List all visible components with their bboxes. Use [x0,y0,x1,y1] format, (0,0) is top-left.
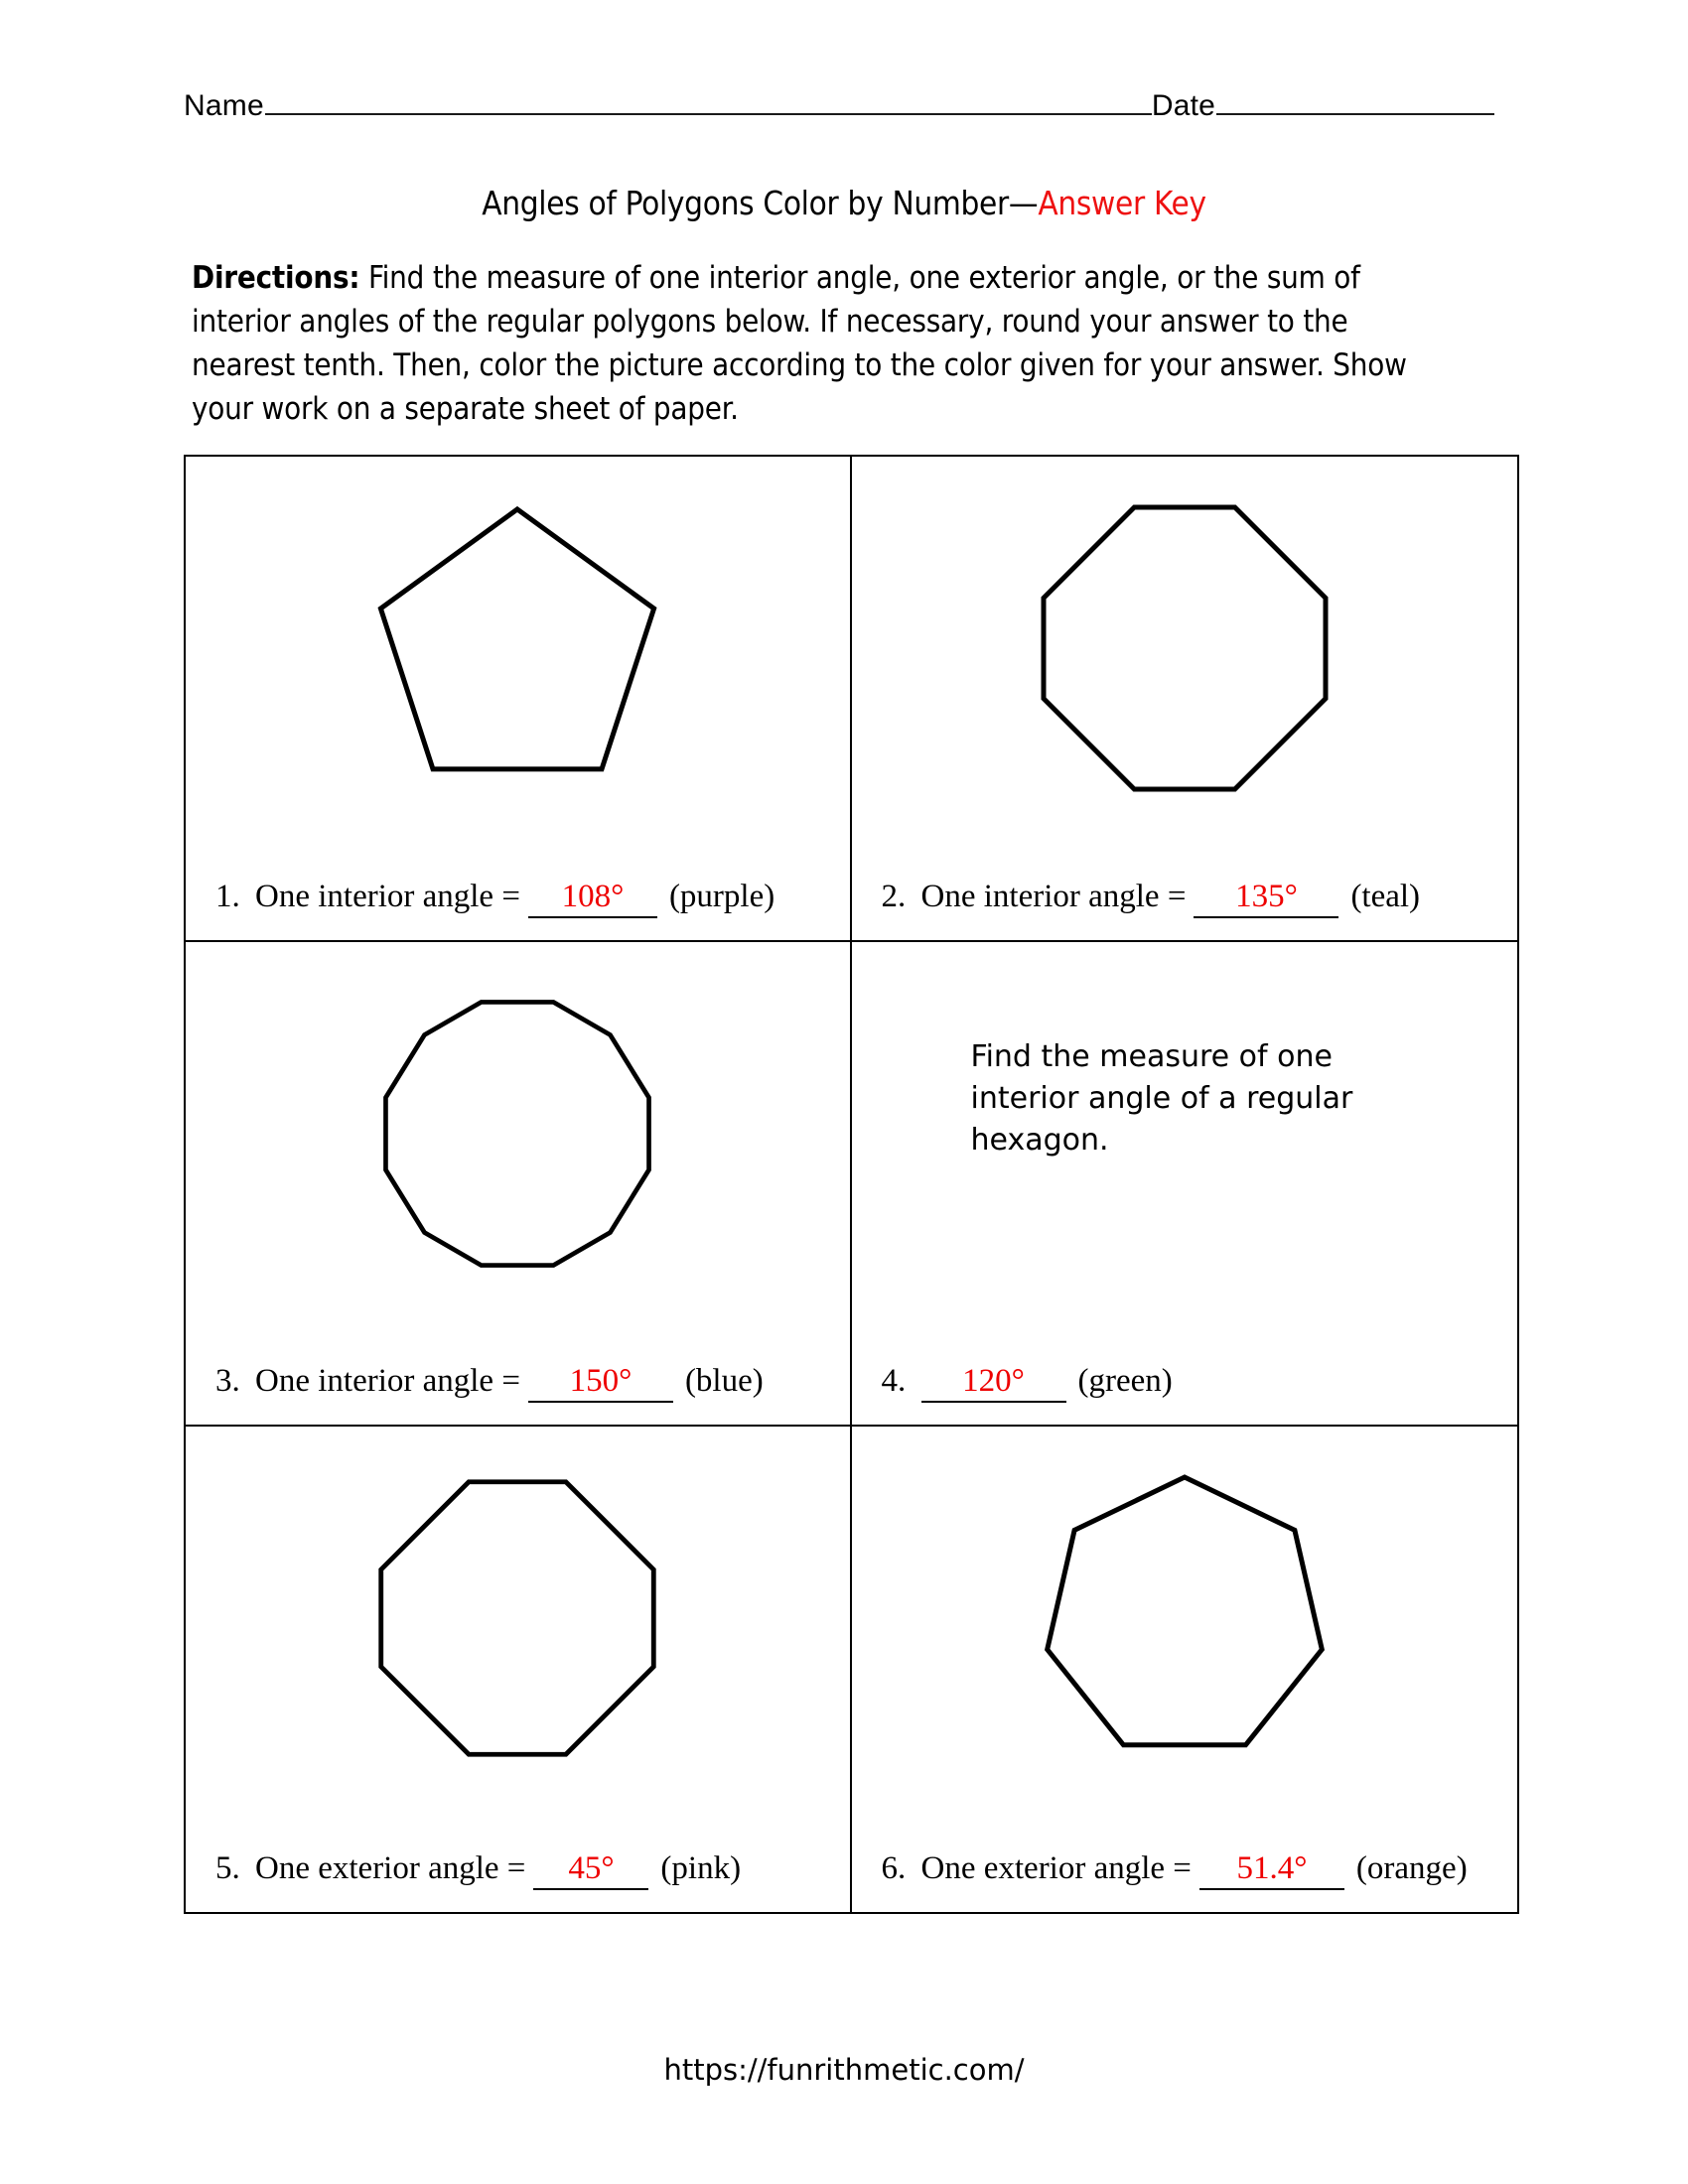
color-label-1: (purple) [668,878,775,914]
page-title [0,184,1688,222]
answer-blank-6[interactable]: 51.4° [1199,1850,1344,1890]
problems-table [184,455,1519,1914]
question-text-5: One exterior angle = [255,1849,526,1886]
answer-blank-2[interactable]: 135° [1194,879,1338,918]
question-text-3: One interior angle = [255,1363,520,1400]
problem-cell-6 [852,1427,1518,1912]
name-date-header [184,89,1494,123]
title-answer-key: Answer Key [1038,184,1206,222]
name-label: Name [184,89,264,122]
color-label-2: (teal) [1350,878,1421,914]
problem-cell-3 [186,942,852,1428]
answer-row-5 [204,1850,844,1890]
name-blank-line[interactable] [265,89,1152,115]
problem-cell-1 [186,457,852,942]
answer-blank-4[interactable]: 120° [921,1363,1066,1403]
answer-blank-1[interactable]: 108° [528,879,657,918]
dodecagon-shape [186,950,850,1317]
answer-row-6 [870,1850,1512,1890]
color-label-4: (green) [1077,1363,1173,1400]
octagon-shape [852,465,1518,832]
answer-row-1 [204,879,844,918]
question-text-6: One exterior angle = [920,1849,1192,1886]
octagon-shape-2 [186,1434,850,1802]
directions-body: Find the measure of one interior angle, one exterior angle, or the sum of interior angles of the regular polygons below. If necessary, round your answer to the nearest tenth. Then, color the picture according to the color given for your answer. Show your work on a separate sheet of paper. [192,260,1407,427]
answer-blank-5[interactable]: 45° [533,1850,648,1890]
directions-label: Directions: [192,260,360,296]
question-number-2: 2. [881,878,907,914]
question-number-4: 4. [881,1363,907,1400]
problem-cell-2 [852,457,1518,942]
answer-row-4 [870,1363,1512,1403]
question-number-6: 6. [881,1849,907,1886]
date-blank-line[interactable] [1216,89,1494,115]
question-number-5: 5. [215,1849,240,1886]
footer-url[interactable]: https://funrithmetic.com/ [663,2053,1025,2087]
answer-row-3 [204,1363,844,1403]
question-text-1: One interior angle = [255,878,520,914]
color-label-5: (pink) [660,1849,742,1886]
color-label-6: (orange) [1355,1849,1468,1886]
problem-cell-4 [852,942,1518,1428]
hexagon-prompt-text: Find the measure of one interior angle of a regular hexagon. [970,1038,1353,1158]
question-text-2: One interior angle = [920,878,1187,914]
date-label: Date [1151,89,1215,122]
problem-cell-5 [186,1427,852,1912]
directions-paragraph [192,256,1433,431]
color-label-3: (blue) [684,1363,764,1400]
question-number-1: 1. [215,878,240,914]
answer-blank-3[interactable]: 150° [528,1363,673,1403]
answer-row-2 [870,879,1512,918]
title-main: Angles of Polygons Color by Number— [482,184,1039,222]
question-number-3: 3. [215,1363,240,1400]
heptagon-shape [852,1434,1518,1802]
pentagon-shape [186,465,850,832]
